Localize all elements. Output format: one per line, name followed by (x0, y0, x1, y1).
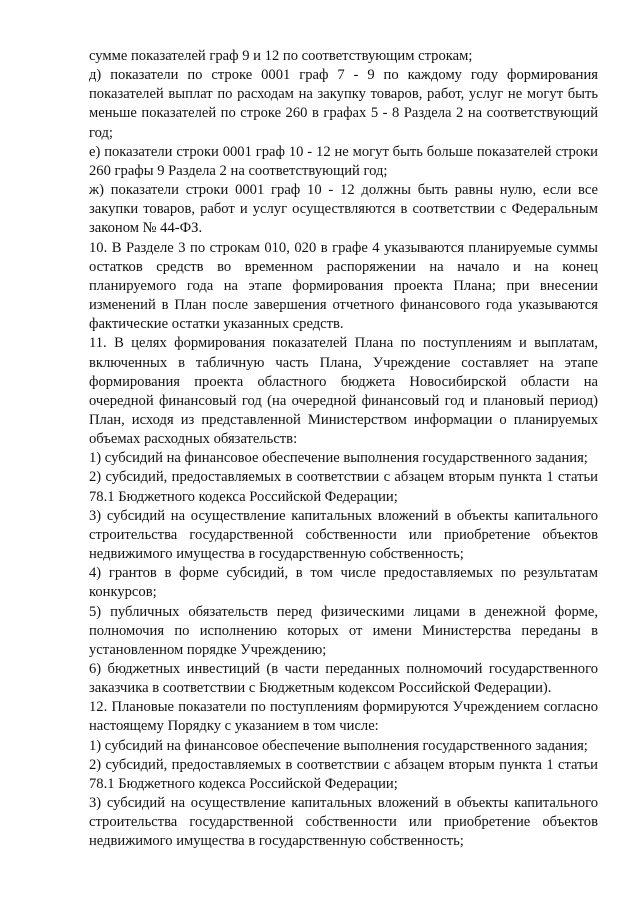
list-item: 2) субсидий, предоставляемых в соответствии с абзацем вторым пункта 1 статьи 78.1 Бюджетного кодекса Российской Федерации; (89, 469, 598, 505)
paragraph-continuation: сумме показателей граф 9 и 12 по соответствующим строкам; (89, 48, 473, 64)
paragraph-item-zh: ж) показатели строки 0001 граф 10 - 12 должны быть равны нулю, если все закупки товаров, работ и услуг осуществляются в соответствии с Федеральным законом № 44-ФЗ. (89, 182, 598, 237)
list-item: 6) бюджетных инвестиций (в части переданных полномочий государственного заказчика в соответствии с Бюджетным кодексом Российской Федерации). (89, 661, 598, 697)
paragraph-section-11: 11. В целях формирования показателей Плана по поступлениям и выплатам, включенных в табличную часть Плана, Учреждение составляет на этапе формирования проекта областного бюджета Новосибирской области на очередной финансовый год (на очередной финансовый год и плановый период) План, исходя из представленной Министерством информации о планируемых объемах расходных обязательств: (89, 335, 598, 448)
list-item: 3) субсидий на осуществление капитальных вложений в объекты капитального строительства государственной собственности или приобретение объектов недвижимого имущества в государственную собственность; (89, 795, 598, 850)
list-item: 2) субсидий, предоставляемых в соответствии с абзацем вторым пункта 1 статьи 78.1 Бюджетного кодекса Российской Федерации; (89, 756, 598, 792)
list-item: 1) субсидий на финансовое обеспечение выполнения государственного задания; (89, 450, 588, 467)
paragraph-section-12: 12. Плановые показатели по поступлениям формируются Учреждением согласно настоящему Порядку с указанием в том числе: (89, 699, 598, 735)
paragraph-item-e: е) показатели строки 0001 граф 10 - 12 не могут быть больше показателей строки 260 графы 9 Раздела 2 на соответствующий год; (89, 143, 598, 179)
list-item: 5) публичных обязательств перед физическими лицами в денежной форме, полномочия по исполнению которых от имени Министерства переданы в установленном порядке Учреждению; (89, 603, 598, 658)
document-page (89, 47, 598, 852)
list-item: 4) грантов в форме субсидий, в том числе предоставляемых по результатам конкурсов; (89, 565, 598, 601)
paragraph-item-d: д) показатели по строке 0001 граф 7 - 9 по каждому году формирования показателей выплат по расходам на закупку товаров, работ, услуг не могут быть меньше показателей по строке 260 в графах 5 - 8 Раздела 2 на соответствующий год; (89, 67, 598, 141)
list-item: 1) субсидий на финансовое обеспечение выполнения государственного задания; (89, 737, 588, 754)
paragraph-section-10: 10. В Разделе 3 по строкам 010, 020 в графе 4 указываются планируемые суммы остатков средств во временном распоряжении на начало и на конец планируемого года на этапе формирования проекта Плана; при внесении изменений в План после завершения отчетного финансового года указываются фактические остатки указанных средств. (89, 239, 598, 333)
list-item: 3) субсидий на осуществление капитальных вложений в объекты капитального строительства государственной собственности или приобретение объектов недвижимого имущества в государственную собственность; (89, 507, 598, 563)
